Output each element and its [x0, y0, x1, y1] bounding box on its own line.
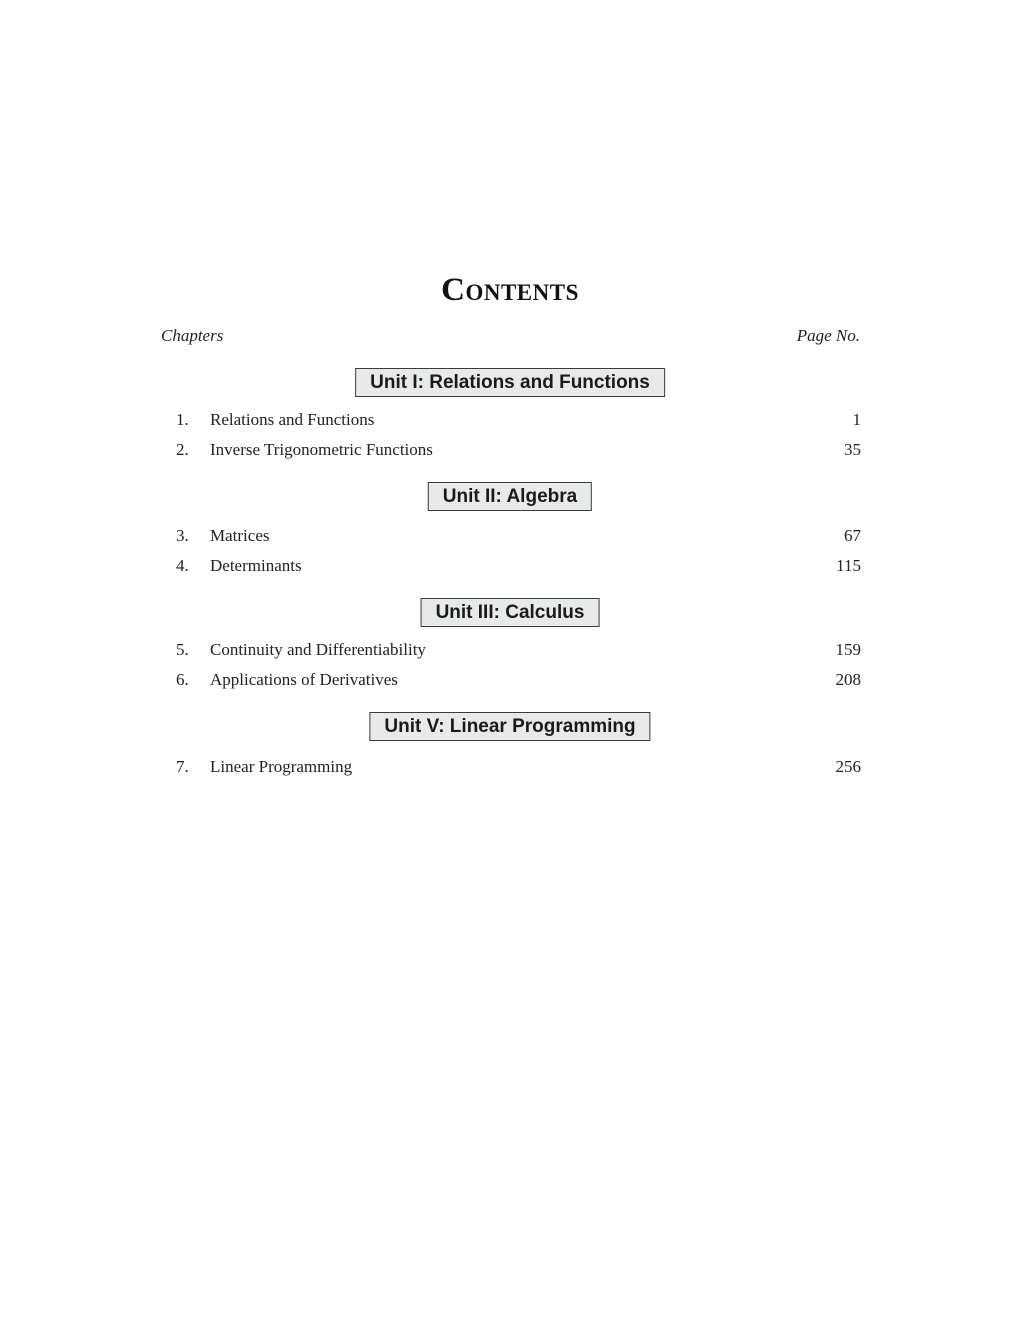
unit-heading-1: Unit I: Relations and Functions — [355, 368, 665, 397]
page-title — [0, 272, 1020, 309]
chapter-number: 2. — [176, 440, 189, 459]
toc-row[interactable] — [176, 756, 861, 778]
chapter-number: 1. — [176, 410, 189, 429]
chapter-number: 6. — [176, 670, 189, 689]
chapter-page-number: 67 — [844, 526, 861, 545]
chapter-title[interactable]: Linear Programming — [210, 757, 353, 776]
chapter-number: 4. — [176, 556, 189, 575]
chapter-title[interactable]: Matrices — [210, 526, 270, 545]
chapter-title[interactable]: Inverse Trigonometric Functions — [210, 440, 433, 459]
toc-row[interactable] — [176, 639, 861, 661]
page-no-column-header: Page No. — [796, 326, 860, 345]
chapter-title[interactable]: Applications of Derivatives — [210, 670, 398, 689]
chapter-page-number: 159 — [835, 640, 861, 659]
unit-heading-2: Unit II: Algebra — [428, 482, 592, 511]
unit-heading-3: Unit III: Calculus — [421, 598, 600, 627]
chapter-page-number: 1 — [852, 410, 861, 429]
chapter-title[interactable]: Continuity and Differentiability — [210, 640, 426, 659]
chapter-page-number: 115 — [836, 556, 861, 575]
chapter-page-number: 256 — [835, 757, 861, 776]
unit-heading-5: Unit V: Linear Programming — [369, 712, 650, 741]
chapter-number: 7. — [176, 757, 189, 776]
toc-row[interactable] — [176, 525, 861, 547]
toc-row[interactable] — [176, 439, 861, 461]
chapters-column-header: Chapters — [161, 326, 224, 345]
page-title-initial: C — [441, 272, 466, 308]
chapter-number: 5. — [176, 640, 189, 659]
chapter-page-number: 35 — [844, 440, 861, 459]
toc-row[interactable] — [176, 409, 861, 431]
toc-row[interactable] — [176, 669, 861, 691]
chapter-number: 3. — [176, 526, 189, 545]
chapter-title[interactable]: Relations and Functions — [210, 410, 375, 429]
chapter-title[interactable]: Determinants — [210, 556, 302, 575]
toc-row[interactable] — [176, 555, 861, 577]
chapter-page-number: 208 — [835, 670, 861, 689]
page-title-rest: ONTENTS — [465, 280, 579, 305]
